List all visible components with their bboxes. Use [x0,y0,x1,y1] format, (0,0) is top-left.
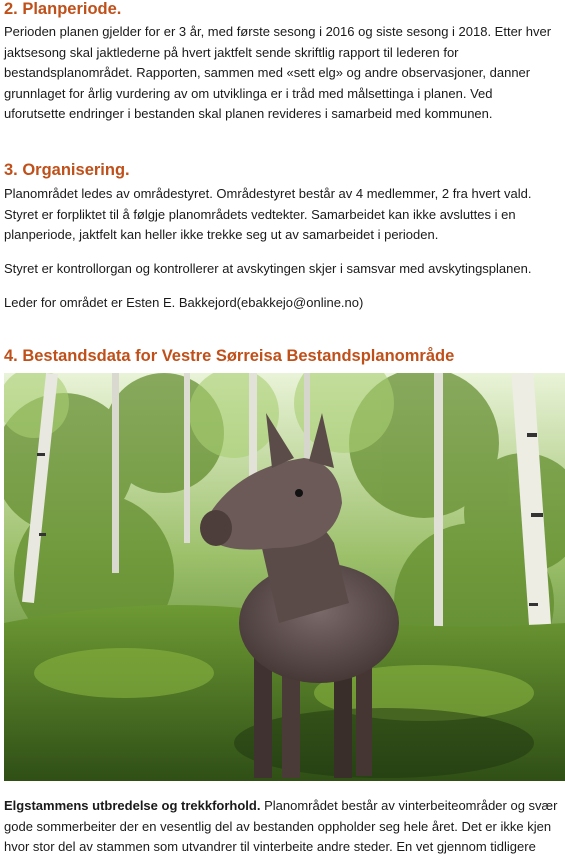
paragraph-organisering-3: Leder for området er Esten E. Bakkejord(ebakkejo@online.no) [4,295,364,310]
heading-bestandsdata: 4. Bestandsdata for Vestre Sørreisa Bestandsplanområde [4,347,455,365]
text-line: grunnlaget for årlig vurdering av om utviklinga er i tråd med målsettinga i planen. Ved [4,85,493,101]
text-line: planperiode, jaktfelt kan heller ikke trekke seg ut av samarbeidet i perioden. [4,227,439,242]
text-line: jaktsesong skal jaktlederne på hvert jaktfelt sende skriftlig rapport til lederen for [4,44,459,60]
text-line: Styret er forpliktet til å følgje planområdets vedtekter. Samarbeidet kan ikke avsluttes i en [4,206,516,222]
text-line: Planområdet ledes av områdestyret. Områdestyret består av 4 medlemmer, 2 fra hvert vald. [4,186,532,201]
heading-planperiode: 2. Planperiode. [4,0,122,18]
text-fragment: Planområdet består av vinterbeiteområder og svær [260,798,558,813]
text-line: hvor stor del av stammen som utvandrer til vinterbeite andre steder. En vet gjennom tidligere [4,839,536,854]
text-line: gode sommerbeiter der en vesentlig del av bestanden oppholder seg hele året. Det er ikke kjen [4,818,552,834]
moose-photo-illustration [4,373,565,781]
heading-organisering: 3. Organisering. [4,161,130,179]
text-line: Perioden planen gjelder for er 3 år, med første sesong i 2016 og siste sesong i 2018. Etter hver [4,24,552,39]
text-line [4,796,557,817]
paragraph-organisering-1 [4,184,531,246]
text-line: uforutsette endringer i bestanden skal planen revideres i samarbeid med kommunen. [4,106,493,121]
paragraph-organisering-2: Styret er kontrollorgan og kontrollerer at avskytingen skjer i samsvar med avskytingsplanen. [4,261,532,276]
moose-photo [4,373,565,781]
paragraph-planperiode [4,22,551,125]
text-line: bestandsplanområdet. Rapporten, sammen med «sett elg» og andre observasjoner, danner [4,65,531,80]
paragraph-bestandsdata [4,796,557,858]
bold-lead: Elgstammens utbredelse og trekkforhold. [4,798,261,813]
